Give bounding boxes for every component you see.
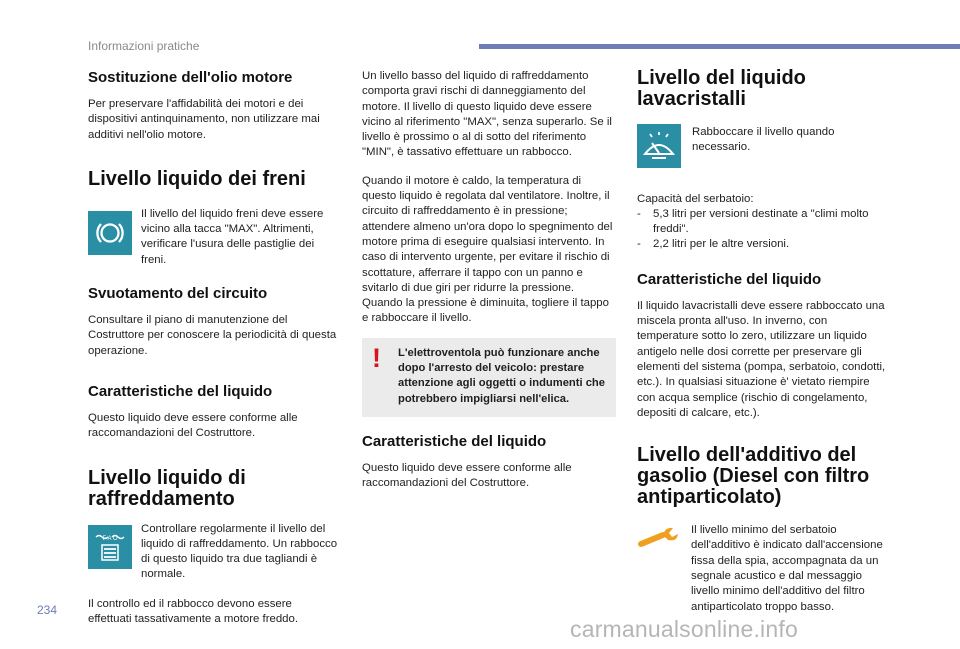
washer-capacity-list (637, 207, 887, 253)
coolant-cold-engine-text: Il controllo ed il rabbocco devono essere effettuati tassativamente a motore freddo. (88, 597, 299, 626)
washer-specs-text: Il liquido lavacristalli deve essere rabboccato una miscela pronta all'uso. In inverno, con temperature sotto lo zero, utilizzare un liquido antigelo nelle dosi corrette per preservare gli elementi del sistema (pompa, serbatoio, condotti, etc.). In qualsiasi situazione è' vietato riempire con acqua semplice (rischio di congelamento, depositi di calcare, etc.). (637, 299, 886, 419)
brake-fluid-specs-text: Questo liquido deve essere conforme alle raccomandazioni del Costruttore. (88, 411, 298, 440)
washer-level-block (637, 124, 887, 156)
page-number: 234 (37, 603, 58, 617)
brake-warning-icon (88, 211, 132, 255)
washer-level-text: Rabboccare il livello quando necessario. (692, 126, 835, 154)
coolant-low-level-text: Un livello basso del liquido di raffreddamento comporta gravi rischi di danneggiamento del motore. Il livello di questo liquido deve essere vicino al riferimento "MAX", senza superarlo. Se il livello è prossimo o al di sotto del riferimento "MIN", è tassativo effettuare un rabbocco. (362, 70, 612, 159)
oil-change-text: Per preservare l'affidabilità dei motori e dei dispositivi antinquinamento, non utilizzare mai additivi nell'olio motore. (88, 98, 320, 141)
brake-level-text: Il livello del liquido freni deve essere vicino alla tacca "MAX". Altrimenti, verificare l'usura delle pastiglie dei freni. (141, 207, 324, 266)
running-header: Informazioni pratiche (88, 39, 200, 53)
heading-coolant-level: Livello liquido di raffreddamento (88, 466, 246, 510)
list-item: - 5,3 litri per versioni destinate a "climi molto freddi". (637, 207, 887, 238)
coolant-temperature-icon (88, 525, 132, 569)
diesel-additive-block (637, 523, 887, 615)
fan-warning-text: L'elettroventola può funzionare anche dopo l'arresto del veicolo: prestare attenzione agli oggetti o indumenti che potrebbero impigliarsi nell'elica. (398, 346, 605, 405)
heading-coolant-specs: Caratteristiche del liquido (362, 432, 547, 450)
column-middle (362, 69, 616, 492)
hot-engine-text: Quando il motore è caldo, la temperatura di questo liquido è regolata dal ventilatore. Inoltre, il circuito di raffreddamento è in pressione; attendere almeno un'ora dopo lo spegnimento del motore prima di eseguire qualsiasi intervento. In caso di intervento urgente, per evitare il rischio di scottature, afferrare il tappo con un panno e svitarlo di due giri per ridurre la pressione. Quando la pressione è diminuita, togliere il tappo e rabboccare il livello. (362, 174, 613, 325)
brake-level-block (88, 207, 338, 268)
wrench-icon (637, 523, 683, 554)
heading-diesel-additive: Livello dell'additivo del gasolio (Diesel con filtro antiparticolato) (637, 444, 870, 509)
heading-washer-specs: Caratteristiche del liquido (637, 270, 822, 288)
heading-brake-fluid-level: Livello liquido dei freni (88, 167, 306, 190)
heading-oil-change: Sostituzione dell'olio motore (88, 69, 293, 86)
circuit-drain-text: Consultare il piano di manutenzione del Costruttore per conoscere la periodicità di questa operazione. (88, 314, 337, 357)
diesel-additive-text: Il livello minimo del serbatoio dell'additivo è indicato dall'accensione fissa della spia, accompagnata da un segnale acustico e dal messaggio livello minimo dell'additivo del filtro antiparticolato troppo basso. (691, 524, 883, 613)
column-right (637, 68, 887, 615)
header-bar (479, 44, 960, 49)
heading-washer-level: Livello del liquido lavacristalli (637, 67, 806, 110)
coolant-level-block (88, 522, 338, 583)
coolant-level-text: Controllare regolarmente il livello del liquido di raffreddamento. Un rabbocco di questo liquido tra due tagliandi è normale. (141, 522, 338, 581)
column-left (88, 64, 338, 627)
heading-brake-fluid-specs: Caratteristiche del liquido (88, 382, 273, 400)
warning-exclamation-icon: ! (372, 342, 381, 373)
list-item: - 2,2 litri per le altre versioni. (637, 237, 887, 252)
watermark: carmanualsonline.info (570, 616, 798, 642)
svg-text:F A O: F A O (102, 535, 118, 542)
washer-capacity-label: Capacità del serbatoio: (637, 192, 754, 205)
washer-fluid-icon (637, 124, 681, 168)
fan-warning-box (362, 338, 616, 417)
coolant-specs-text: Questo liquido deve essere conforme alle raccomandazioni del Costruttore. (362, 461, 572, 490)
heading-circuit-drain: Svuotamento del circuito (88, 285, 268, 303)
